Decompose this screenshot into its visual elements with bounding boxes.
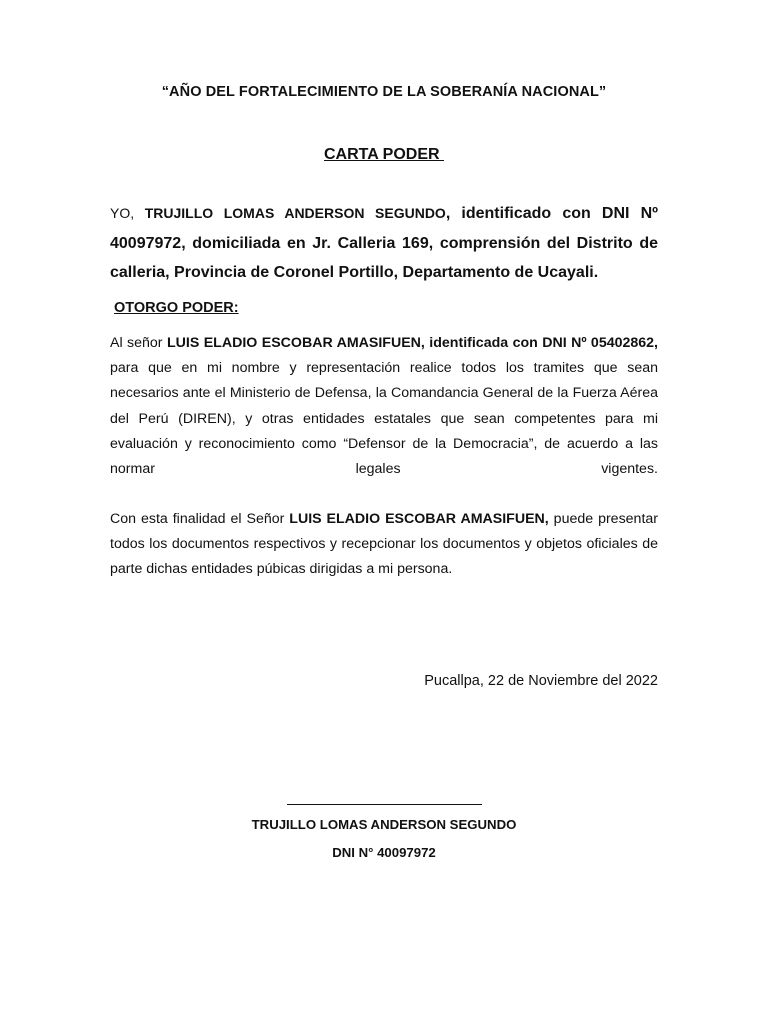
signature-line (287, 804, 482, 805)
signer-dni: DNI N° 40097972 (332, 845, 436, 860)
document-title-text: CARTA PODER (324, 146, 444, 163)
power-paragraph (110, 331, 658, 482)
agent-id: identificada con DNI Nº 05402862, (424, 335, 658, 351)
intro-prefix: YO, (110, 205, 145, 221)
intro-text: , identificado con DNI Nº 40097972, domiciliada en Jr. Calleria 169, comprensión del Distrito de calleria, Provincia de Coronel Portillo, Departamento de Ucayali. (110, 205, 658, 281)
header-motto: “AÑO DEL FORTALECIMIENTO DE LA SOBERANÍA NACIONAL” (161, 84, 607, 100)
purpose-text: puede presentar todos los documentos respectivos y recepcionar los documentos y objetos oficiales de parte dichas entidades púbicas dirigidas a mi persona. (110, 511, 659, 578)
power-prefix: Al señor (110, 335, 167, 351)
document-title (0, 146, 768, 164)
purpose-agent-name: LUIS ELADIO ESCOBAR AMASIFUEN, (289, 511, 549, 527)
power-text: para que en mi nombre y representación realice todos los tramites que sean necesarios ante el Ministerio de Defensa, la Comandancia General de la Fuerza Aérea del Perú (DIREN), y otras entidades estatales que sean competentes para mi evaluación y reconocimiento como “Defensor de la Democracia”, de acuerdo a las normar legales vigentes. (110, 360, 658, 478)
agent-name: LUIS ELADIO ESCOBAR AMASIFUEN, (166, 335, 425, 351)
purpose-prefix: Con esta finalidad el Señor (110, 511, 290, 527)
grantor-name: TRUJILLO LOMAS ANDERSON SEGUNDO (144, 205, 446, 221)
signer-name: TRUJILLO LOMAS ANDERSON SEGUNDO (251, 817, 517, 832)
purpose-paragraph (110, 507, 658, 583)
intro-paragraph (110, 199, 658, 288)
place-date: Pucallpa, 22 de Noviembre del 2022 (424, 673, 658, 689)
grant-heading: OTORGO PODER: (114, 300, 239, 316)
